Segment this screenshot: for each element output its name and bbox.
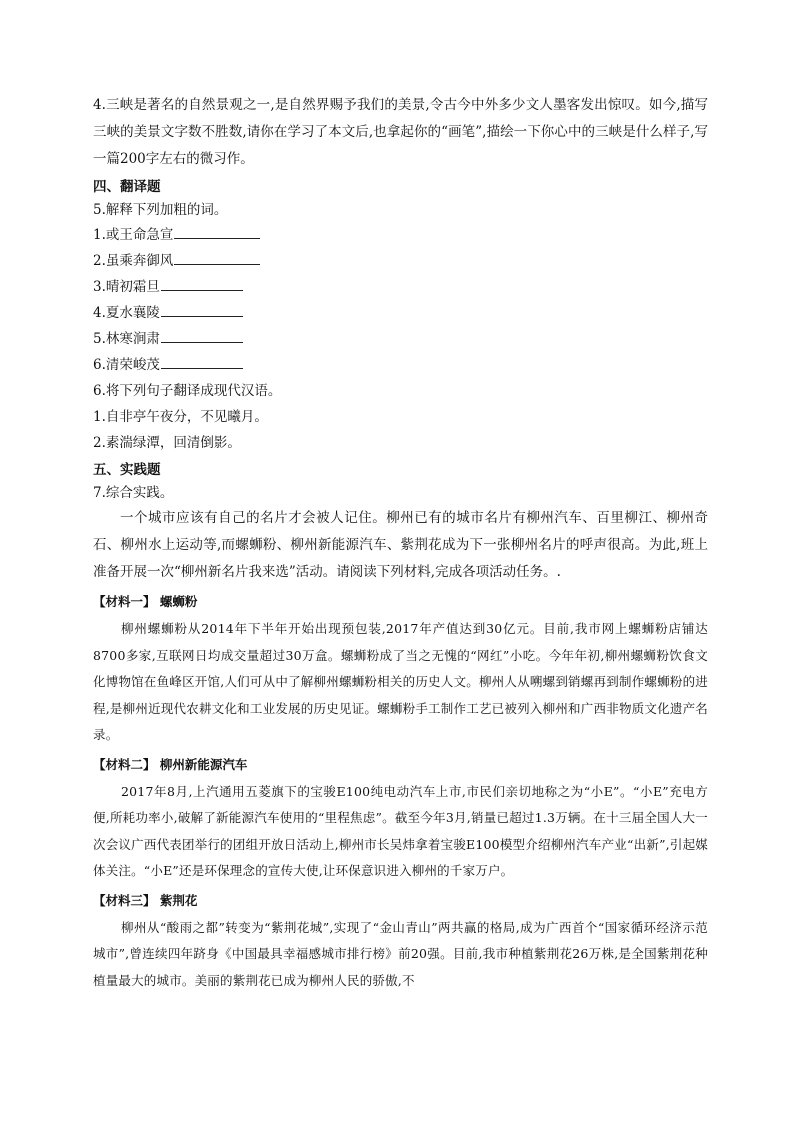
answer-blank <box>174 250 260 265</box>
q5-list <box>93 222 708 378</box>
material-3-title: 【材料三】 紫荆花 <box>93 892 198 908</box>
q5-item: 4.夏水襄陵 <box>93 300 708 326</box>
q6-item: 2.素湍绿潭，回清倒影。 <box>93 435 241 451</box>
material-2-title: 【材料二】 柳州新能源汽车 <box>93 756 248 772</box>
q5-item: 5.林寒涧肃 <box>93 326 708 352</box>
material-3-text: 柳州从“酸雨之都”转变为“紫荆花城”,实现了“金山青山”两共赢的格局,成为广西首个“国家循环经济示范城市”,曾连续四年跻身《中国最具幸福感城市排行榜》前20强。目前,我市种植紫荆花26万株,是全国紫荆花种植量最大的城市。美丽的紫荆花已成为柳州人民的骄傲,不 <box>93 919 708 988</box>
document-page <box>93 92 708 994</box>
material-2-text: 2017年8月,上汽通用五菱旗下的宝骏E100纯电动汽车上市,市民们亲切地称之为“小E”。“小E”充电方便,所耗功率小,破解了新能源汽车使用的“里程焦虑”。截至今年3月,销量已超过1.3万辆。在十三届全国人大一次会议广西代表团举行的团组开放日活动上,柳州市长吴炜拿着宝骏E100模型介绍柳州汽车产业“出新”,引起媒体关注。“小E”还是环保理念的宣传大使,让环保意识进入柳州的千家万户。 <box>93 783 708 878</box>
q5-item: 2.虽乘奔御风 <box>93 248 708 274</box>
answer-blank <box>161 276 243 291</box>
answer-blank <box>161 328 243 343</box>
answer-blank <box>161 302 243 317</box>
question-7: 7.综合实践。 <box>93 485 174 501</box>
answer-blank <box>161 354 243 369</box>
material-1-text: 柳州螺蛳粉从2014年下半年开始出现预包装,2017年产值达到30亿元。目前,我市网上螺蛳粉店铺达8700多家,互联网日均成交量超过30万盒。螺蛳粉成了当之无愧的“网红”小吃。今年年初,柳州螺蛳粉饮食文化博物馆在鱼峰区开馆,人们可从中了解柳州螺蛳粉相关的历史人文。柳州人从嗍螺到销螺再到制作螺蛳粉的进程,是柳州近现代农耕文化和工业发展的历史见证。螺蛳粉手工制作工艺已被列入柳州和广西非物质文化遗产名录。 <box>93 621 708 742</box>
question-5: 5.解释下列加粗的词。 <box>93 202 228 218</box>
q5-item: 6.清荣峻茂 <box>93 352 708 378</box>
material-1-title: 【材料一】 螺蛳粉 <box>93 594 198 609</box>
answer-blank <box>174 224 260 239</box>
section-translation-heading: 四、翻译题 <box>93 179 161 195</box>
q6-item: 1.自非亭午夜分，不见曦月。 <box>93 409 268 425</box>
question-6: 6.将下列句子翻译成现代汉语。 <box>93 383 282 399</box>
q5-item: 1.或王命急宣 <box>93 222 708 248</box>
practice-intro: 一个城市应该有自己的名片才会被人记住。柳州已有的城市名片有柳州汽车、百里柳江、柳州奇石、柳州水上运动等,而螺蛳粉、柳州新能源汽车、紫荆花成为下一张柳州名片的呼声很高。为此,班上准备开展一次“柳州新名片我来选”活动。请阅读下列材料,完成各项活动任务。. <box>93 510 708 580</box>
q5-item: 3.晴初霜旦 <box>93 274 708 300</box>
section-practice-heading: 五、实践题 <box>93 462 161 478</box>
question-4: 4.三峡是著名的自然景观之一,是自然界赐予我们的美景,令古今中外多少文人墨客发出惊叹。如今,描写三峡的美景文字数不胜数,请你在学习了本文后,也拿起你的“画笔”,描绘一下你心中的三峡是什么样子,写一篇200字左右的微习作。 <box>93 97 708 167</box>
